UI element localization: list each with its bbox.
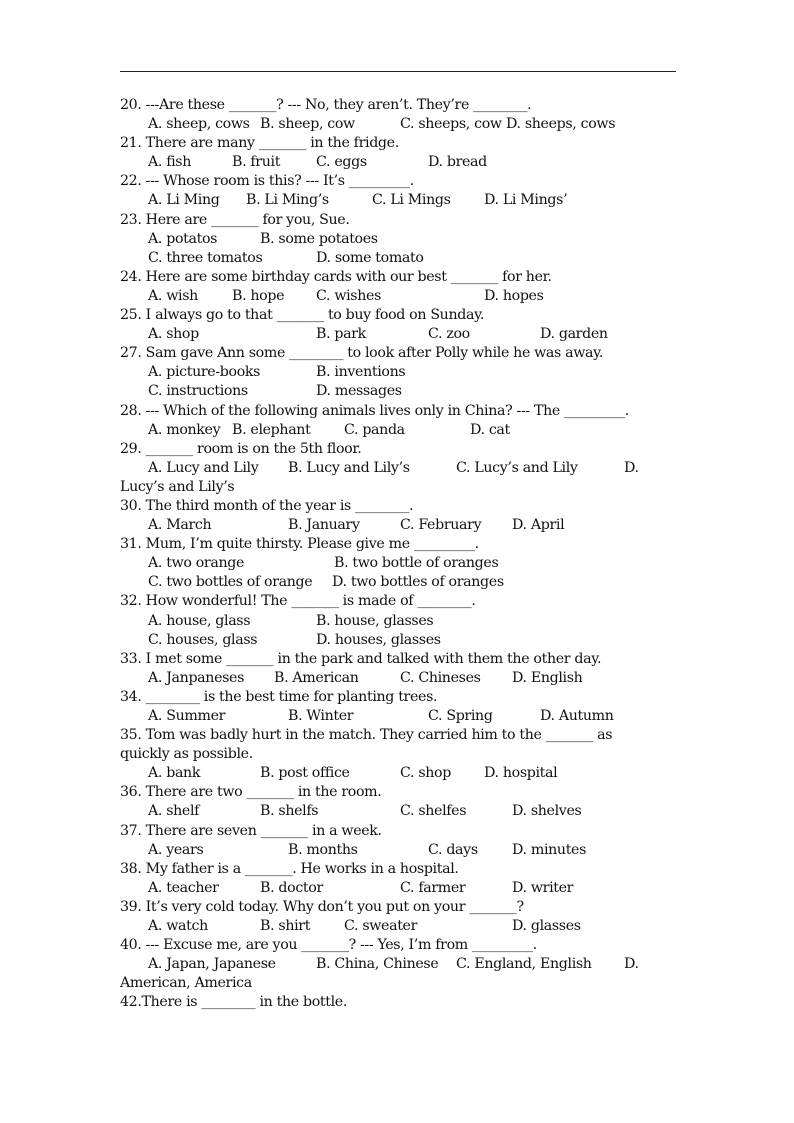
answer-option: A. sheep, cows bbox=[148, 116, 250, 133]
answer-option: D. two bottles of oranges bbox=[332, 574, 504, 591]
answer-option: B. some potatoes bbox=[260, 230, 378, 247]
answer-option: A. fish bbox=[148, 154, 192, 171]
option-continuation: Lucy’s and Lily’s bbox=[120, 478, 235, 495]
answer-option: C. Lucy’s and Lily bbox=[456, 459, 578, 476]
option-continuation: American, America bbox=[120, 975, 252, 992]
option-row bbox=[120, 841, 676, 860]
answer-option: D. sheeps, cows bbox=[506, 116, 616, 133]
question-stem: 24. Here are some birthday cards with our best _______ for her. bbox=[120, 268, 552, 285]
answer-option: B. house, glasses bbox=[316, 612, 434, 629]
answer-option: C. Chineses bbox=[400, 669, 481, 686]
answer-option: B. Lucy and Lily’s bbox=[288, 459, 410, 476]
answer-option: B. fruit bbox=[232, 154, 281, 171]
question-stem: 38. My father is a _______. He works in a hospital. bbox=[120, 860, 459, 877]
answer-option: D. messages bbox=[316, 383, 402, 400]
option-row bbox=[120, 115, 676, 134]
question-stem: 29. _______ room is on the 5th floor. bbox=[120, 440, 362, 457]
question-stem: 25. I always go to that _______ to buy food on Sunday. bbox=[120, 307, 485, 324]
answer-option: D. Li Mings’ bbox=[484, 192, 568, 209]
question-stem: 39. It’s very cold today. Why don’t you put on your _______? bbox=[120, 898, 524, 915]
answer-option: A. Li Ming bbox=[148, 192, 220, 209]
option-row bbox=[120, 325, 676, 344]
question-stem-continuation: quickly as possible. bbox=[120, 746, 253, 763]
answer-option: A. wish bbox=[148, 287, 198, 304]
option-row bbox=[120, 230, 676, 249]
answer-option: B. inventions bbox=[316, 364, 406, 381]
option-row bbox=[120, 669, 676, 688]
answer-option: B. Li Ming’s bbox=[246, 192, 329, 209]
question-stem: 32. How wonderful! The _______ is made of ________. bbox=[120, 593, 476, 610]
answer-option: B. January bbox=[288, 517, 360, 534]
option-row bbox=[120, 554, 676, 573]
question-stem: 31. Mum, I’m quite thirsty. Please give me _________. bbox=[120, 536, 479, 553]
answer-option: D. April bbox=[512, 517, 565, 534]
question-stem: 28. --- Which of the following animals lives only in China? --- The _________. bbox=[120, 402, 629, 419]
option-row bbox=[120, 764, 676, 783]
answer-option: C. February bbox=[400, 517, 482, 534]
option-row bbox=[120, 287, 676, 306]
answer-option: D. hopes bbox=[484, 287, 544, 304]
answer-option: B. park bbox=[316, 326, 366, 343]
answer-option: A. years bbox=[148, 841, 204, 858]
answer-option: C. wishes bbox=[316, 287, 381, 304]
option-row bbox=[120, 191, 676, 210]
answer-option: B. elephant bbox=[232, 421, 311, 438]
answer-option: B. shelfs bbox=[260, 803, 319, 820]
option-row bbox=[120, 879, 676, 898]
answer-option: C. Li Mings bbox=[372, 192, 451, 209]
answer-option: C. houses, glass bbox=[148, 631, 258, 648]
answer-option: C. sweater bbox=[344, 918, 418, 935]
answer-option: A. watch bbox=[148, 918, 208, 935]
question-stem: 20. ---Are these _______? --- No, they aren’t. They’re ________. bbox=[120, 97, 532, 113]
answer-option: D. some tomato bbox=[316, 249, 424, 266]
option-row bbox=[120, 802, 676, 821]
answer-option: B. Winter bbox=[288, 708, 354, 724]
answer-option: D. cat bbox=[470, 421, 510, 438]
question-stem: 37. There are seven _______ in a week. bbox=[120, 822, 382, 839]
answer-option: B. hope bbox=[232, 287, 285, 304]
answer-option: B. China, Chinese bbox=[316, 956, 439, 973]
option-row bbox=[120, 955, 676, 974]
answer-option: D. hospital bbox=[484, 765, 558, 782]
question-stem: 30. The third month of the year is ________. bbox=[120, 497, 414, 514]
option-row bbox=[120, 153, 676, 172]
option-row bbox=[120, 516, 676, 535]
option-row bbox=[120, 459, 676, 478]
option-row bbox=[120, 917, 676, 936]
answer-option: A. March bbox=[148, 517, 212, 534]
answer-option: A. Janpaneses bbox=[148, 669, 245, 686]
answer-option: C. sheeps, cow bbox=[400, 116, 502, 133]
answer-option: C. shop bbox=[400, 765, 451, 782]
header-rule bbox=[120, 71, 676, 72]
answer-option: A. Lucy and Lily bbox=[148, 459, 259, 476]
answer-option: C. shelfes bbox=[400, 803, 467, 820]
answer-option: A. monkey bbox=[148, 421, 221, 438]
answer-option: D. writer bbox=[512, 879, 574, 896]
answer-option: A. Japan, Japanese bbox=[148, 956, 276, 973]
answer-option: B. months bbox=[288, 841, 358, 858]
answer-option: C. England, English bbox=[456, 956, 592, 973]
question-stem: 27. Sam gave Ann some ________ to look after Polly while he was away. bbox=[120, 345, 604, 362]
question-stem: 35. Tom was badly hurt in the match. They carried him to the _______ as bbox=[120, 727, 613, 744]
answer-option: B. post office bbox=[260, 765, 350, 782]
answer-option: D. English bbox=[512, 669, 583, 686]
answer-option: D. bread bbox=[428, 154, 487, 171]
answer-option: A. Summer bbox=[148, 708, 226, 724]
question-stem: 42.There is ________ in the bottle. bbox=[120, 994, 347, 1011]
option-row bbox=[120, 631, 676, 650]
answer-option: A. bank bbox=[148, 765, 201, 782]
answer-option: D. Autumn bbox=[540, 708, 614, 724]
answer-option: B. two bottle of oranges bbox=[334, 555, 499, 572]
answer-option: A. teacher bbox=[148, 879, 219, 896]
answer-option: D. bbox=[624, 459, 639, 476]
answer-option: A. shop bbox=[148, 326, 199, 343]
answer-option: C. farmer bbox=[400, 879, 466, 896]
option-row bbox=[120, 707, 676, 726]
answer-option: D. minutes bbox=[512, 841, 587, 858]
answer-option: B. sheep, cow bbox=[260, 116, 355, 133]
option-row bbox=[120, 612, 676, 631]
question-stem: 23. Here are _______ for you, Sue. bbox=[120, 211, 350, 228]
option-row bbox=[120, 363, 676, 382]
option-row bbox=[120, 573, 676, 592]
answer-option: A. house, glass bbox=[148, 612, 251, 629]
question-stem: 33. I met some _______ in the park and talked with them the other day. bbox=[120, 650, 602, 667]
question-stem: 34. ________ is the best time for planting trees. bbox=[120, 688, 438, 705]
answer-option: C. eggs bbox=[316, 154, 367, 171]
answer-option: B. doctor bbox=[260, 879, 323, 896]
answer-option: D. bbox=[624, 956, 639, 973]
answer-option: D. garden bbox=[540, 326, 608, 343]
answer-option: D. glasses bbox=[512, 918, 581, 935]
answer-option: A. picture-books bbox=[148, 364, 261, 381]
answer-option: C. three tomatos bbox=[148, 249, 263, 266]
answer-option: B. shirt bbox=[260, 918, 311, 935]
answer-option: C. zoo bbox=[428, 326, 470, 343]
option-row bbox=[120, 421, 676, 440]
question-stem: 40. --- Excuse me, are you _______? --- Yes, I’m from _________. bbox=[120, 937, 537, 954]
question-stem: 22. --- Whose room is this? --- It’s _________. bbox=[120, 173, 414, 190]
option-row bbox=[120, 249, 676, 268]
answer-option: B. American bbox=[274, 669, 359, 686]
answer-option: A. two orange bbox=[148, 555, 245, 572]
answer-option: D. houses, glasses bbox=[316, 631, 441, 648]
question-list bbox=[120, 96, 676, 1013]
option-row bbox=[120, 382, 676, 401]
answer-option: A. potatos bbox=[148, 230, 218, 247]
answer-option: D. shelves bbox=[512, 803, 582, 820]
answer-option: C. days bbox=[428, 841, 478, 858]
question-stem: 21. There are many _______ in the fridge. bbox=[120, 135, 399, 152]
answer-option: C. panda bbox=[344, 421, 405, 438]
question-stem: 36. There are two _______ in the room. bbox=[120, 784, 382, 801]
answer-option: C. two bottles of orange bbox=[148, 574, 313, 591]
answer-option: C. instructions bbox=[148, 383, 248, 400]
answer-option: C. Spring bbox=[428, 708, 493, 724]
answer-option: A. shelf bbox=[148, 803, 200, 820]
